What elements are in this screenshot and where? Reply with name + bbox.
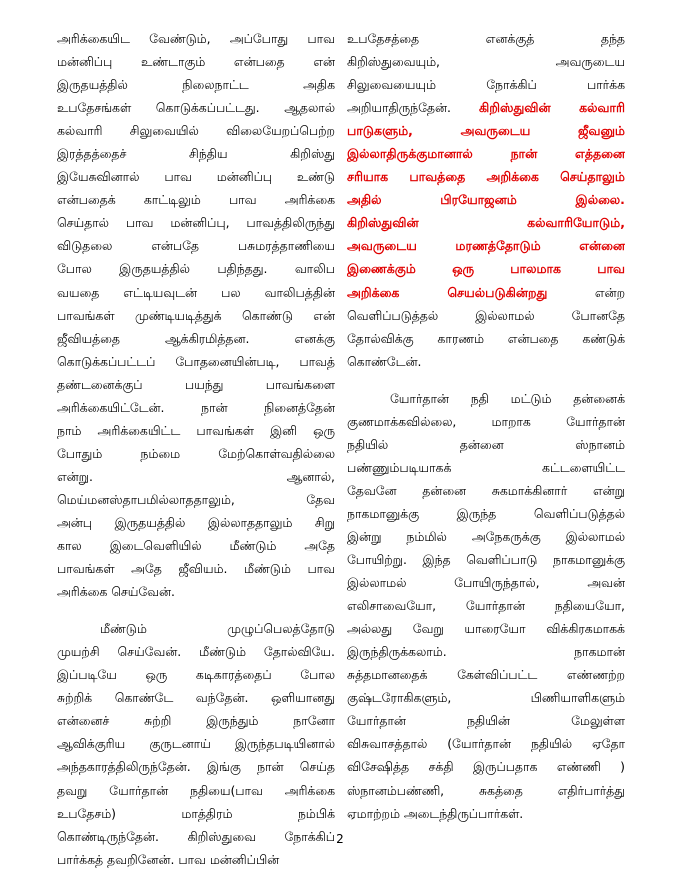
text-line: உபதேசங்கள் கொடுக்கப்பட்டது. ஆதலால் bbox=[57, 100, 335, 116]
right-paragraph-1 bbox=[347, 27, 625, 373]
text-line bbox=[347, 327, 625, 350]
right-column bbox=[347, 27, 625, 825]
text-fragment: என்ற bbox=[547, 284, 625, 300]
highlighted-text: பாடுகளும், அவருடைய ஜீவனும் bbox=[347, 123, 625, 139]
paragraph-gap bbox=[347, 373, 625, 387]
text-line: பாவங்கள் முண்டியடித்துக் கொண்டு என் bbox=[57, 307, 335, 323]
text-fragment: தோல்விக்கு காரணம் என்பதை கண்டுக் bbox=[347, 330, 625, 346]
text-line: ஸ்நானம்பண்ணி, சுகத்தை எதிர்பார்த்து bbox=[347, 782, 625, 798]
text-line: போயிற்று. இந்த வெளிப்பாடு நாகமானுக்கு bbox=[347, 552, 625, 568]
text-line: குணமாக்கவில்லை, மாறாக யோர்தான் bbox=[347, 413, 625, 429]
text-line bbox=[347, 165, 625, 188]
text-fragment: சிலுவையையும் நோக்கிப் பார்க்க bbox=[347, 77, 625, 93]
text-line: தண்டனைக்குப் பயந்து பாவங்களை bbox=[57, 376, 335, 392]
text-line: நாகமானுக்கு இருந்த வெளிப்படுத்தல் bbox=[347, 505, 625, 521]
text-fragment: வெளிப்படுத்தல் இல்லாமல் போனதே bbox=[347, 307, 625, 323]
highlighted-text: இல்லாதிருக்குமானால் நான் எத்தனை bbox=[347, 146, 625, 162]
left-paragraph-1 bbox=[57, 27, 335, 603]
text-line: இயேசுவினால் பாவ மன்னிப்பு உண்டு bbox=[57, 169, 335, 185]
text-line bbox=[347, 96, 625, 119]
text-line: போதும் நம்மை மேற்கொள்வதில்லை bbox=[57, 445, 335, 461]
text-line: என்னைச் சுற்றி இருந்தும் நானோ bbox=[57, 713, 335, 729]
text-line: சுற்றிக் கொண்டே வந்தேன். ஒளியானது bbox=[57, 690, 335, 706]
text-line: தேவனே தன்னை சுகமாக்கினார் என்று bbox=[347, 482, 625, 498]
text-line: முயற்சி செய்வேன். மீண்டும் தோல்வியே. bbox=[57, 644, 335, 660]
text-line bbox=[347, 211, 625, 234]
text-line: வயதை எட்டியவுடன் பல வாலிபத்தின் bbox=[57, 284, 335, 300]
text-line: விடுதலை என்பதே பசுமரத்தாணியை bbox=[57, 238, 335, 254]
highlighted-text: அவருடைய மரணத்தோடும் என்னை bbox=[347, 238, 625, 254]
right-paragraph-2 bbox=[347, 387, 625, 825]
text-line: பண்ணும்படியாகக் கட்டளையிட்ட bbox=[347, 459, 625, 475]
text-line bbox=[347, 304, 625, 327]
text-line: விசுவாசத்தால் (யோர்தான் நதியில் ஏதோ bbox=[347, 736, 625, 752]
highlighted-text: அறிக்கை செயல்படுகின்றது bbox=[347, 284, 548, 300]
text-line: ஏமாற்றம் அடைந்திருப்பார்கள். bbox=[347, 805, 524, 821]
text-line: ஜீவியத்தை ஆக்கிரமித்தன. எனக்கு bbox=[57, 330, 335, 346]
text-line: விசேஷித்த சக்தி இருப்பதாக எண்ணி ) bbox=[347, 759, 625, 775]
text-line bbox=[347, 142, 625, 165]
text-line: கல்வாரி சிலுவையில் விலையேறப்பெற்ற bbox=[57, 123, 335, 139]
text-line: செய்தால் பாவ மன்னிப்பு, பாவத்திலிருந்து bbox=[57, 215, 335, 231]
text-line bbox=[347, 281, 625, 304]
text-line: மீண்டும் முழுப்பெலத்தோடு bbox=[100, 621, 335, 637]
text-line: கொண்டிருந்தேன். கிறிஸ்துவை நோக்கிப் bbox=[57, 828, 335, 844]
text-line: அன்பு இருதயத்தில் இல்லாததாலும் சிறு bbox=[57, 514, 335, 530]
text-line: நதியில் தன்னை ஸ்நானம் bbox=[347, 436, 625, 452]
text-fragment: கொண்டேன். bbox=[347, 353, 422, 369]
text-line: அரிக்கையிட்டேன். நான் நினைத்தேன் bbox=[57, 399, 335, 415]
text-line bbox=[347, 27, 625, 50]
text-line: எலிசாவையோ, யோர்தான் நதியையோ, bbox=[347, 598, 625, 614]
text-line: பார்க்கத் தவறினேன். பாவ மன்னிப்பின் bbox=[57, 851, 280, 867]
text-line: தவறு யோர்தான் நதியை(பாவ அரிக்கை bbox=[57, 782, 335, 798]
text-line: கொடுக்கப்பட்டப் போதனையின்படி, பாவத் bbox=[57, 353, 335, 369]
text-line bbox=[347, 73, 625, 96]
text-line: இப்படியே ஒரு கடிகாரத்தைப் போல bbox=[57, 667, 335, 683]
text-line bbox=[347, 50, 625, 73]
text-line: இருந்திருக்கலாம். நாகமான் bbox=[347, 644, 625, 660]
text-line: மன்னிப்பு உண்டாகும் என்பதை என் bbox=[57, 54, 335, 70]
text-line: இன்று நம்மில் அநேகருக்கு இல்லாமல் bbox=[347, 528, 625, 544]
text-line: குஷ்டரோகிகளும், பிணியாளிகளும் bbox=[347, 690, 625, 706]
text-line: யோர்தான் நதியின் மேலுள்ள bbox=[347, 713, 625, 729]
text-fragment: உபதேசத்தை எனக்குத் தந்த bbox=[347, 31, 625, 46]
text-line: கால இடைவெளியில் மீண்டும் அதே bbox=[57, 538, 335, 554]
text-fragment: கிறிஸ்துவையும், அவருடைய bbox=[347, 54, 625, 70]
text-line: சுத்தமானதைக் கேள்விப்பட்ட எண்ணற்ற bbox=[347, 667, 625, 683]
text-fragment: அறியாதிருந்தேன். bbox=[347, 100, 480, 116]
text-line: மெய்மனஸ்தாபமில்லாததாலும், தேவ bbox=[57, 491, 335, 507]
text-line: இல்லாமல் போயிருந்தால், அவன் bbox=[347, 575, 625, 591]
text-line: நாம் அரிக்கையிட்ட பாவங்கள் இனி ஒரு bbox=[57, 422, 335, 438]
text-line: இரத்தத்தைச் சிந்திய கிறிஸ்து bbox=[57, 146, 335, 162]
text-line: என்பதைக் காட்டிலும் பாவ அரிக்கை bbox=[57, 192, 335, 208]
paragraph-gap bbox=[57, 603, 335, 617]
text-line: அந்தகாரத்திலிருந்தேன். இங்கு நான் செய்த bbox=[57, 759, 335, 775]
text-line bbox=[347, 188, 625, 211]
highlighted-text: இணைக்கும் ஒரு பாலமாக பாவ bbox=[347, 261, 625, 277]
highlighted-text: கிறிஸ்துவின் கல்வாரியோடும், bbox=[347, 215, 625, 231]
highlighted-text: சரியாக பாவத்தை அறிக்கை செய்தாலும் bbox=[347, 169, 625, 185]
text-line: யோர்தான் நதி மட்டும் தன்னைக் bbox=[390, 390, 625, 406]
page-number: 2 bbox=[336, 832, 344, 846]
text-line bbox=[347, 234, 625, 257]
text-line: பாவங்கள் அதே ஜீவியம். மீண்டும் பாவ bbox=[57, 561, 335, 577]
text-line: உபதேசம்) மாத்திரம் நம்பிக் bbox=[57, 805, 335, 821]
text-line: என்று. ஆனால், bbox=[57, 468, 335, 484]
text-line: அரிக்கை செய்வேன். bbox=[57, 584, 175, 600]
highlighted-text: கிறிஸ்துவின் கல்வாரி bbox=[479, 100, 625, 116]
highlighted-text: அதில் பிரயோஜனம் இல்லை. bbox=[347, 192, 625, 208]
text-line bbox=[347, 257, 625, 280]
text-line: போல இருதயத்தில் பதிந்தது. வாலிப bbox=[57, 261, 335, 277]
left-column bbox=[57, 27, 335, 871]
text-line: ஆவிக்குரிய குருடனாய் இருந்தபடியினால் bbox=[57, 736, 335, 752]
text-line: அரிக்கையிட வேண்டும், அப்போது பாவ bbox=[57, 31, 335, 46]
text-line: அல்லது வேறு யாரையோ விக்கிரகமாகக் bbox=[347, 621, 625, 637]
text-line bbox=[347, 119, 625, 142]
text-line: இருதயத்தில் நிலைநாட்ட அதிக bbox=[57, 77, 335, 93]
text-line bbox=[347, 350, 625, 373]
